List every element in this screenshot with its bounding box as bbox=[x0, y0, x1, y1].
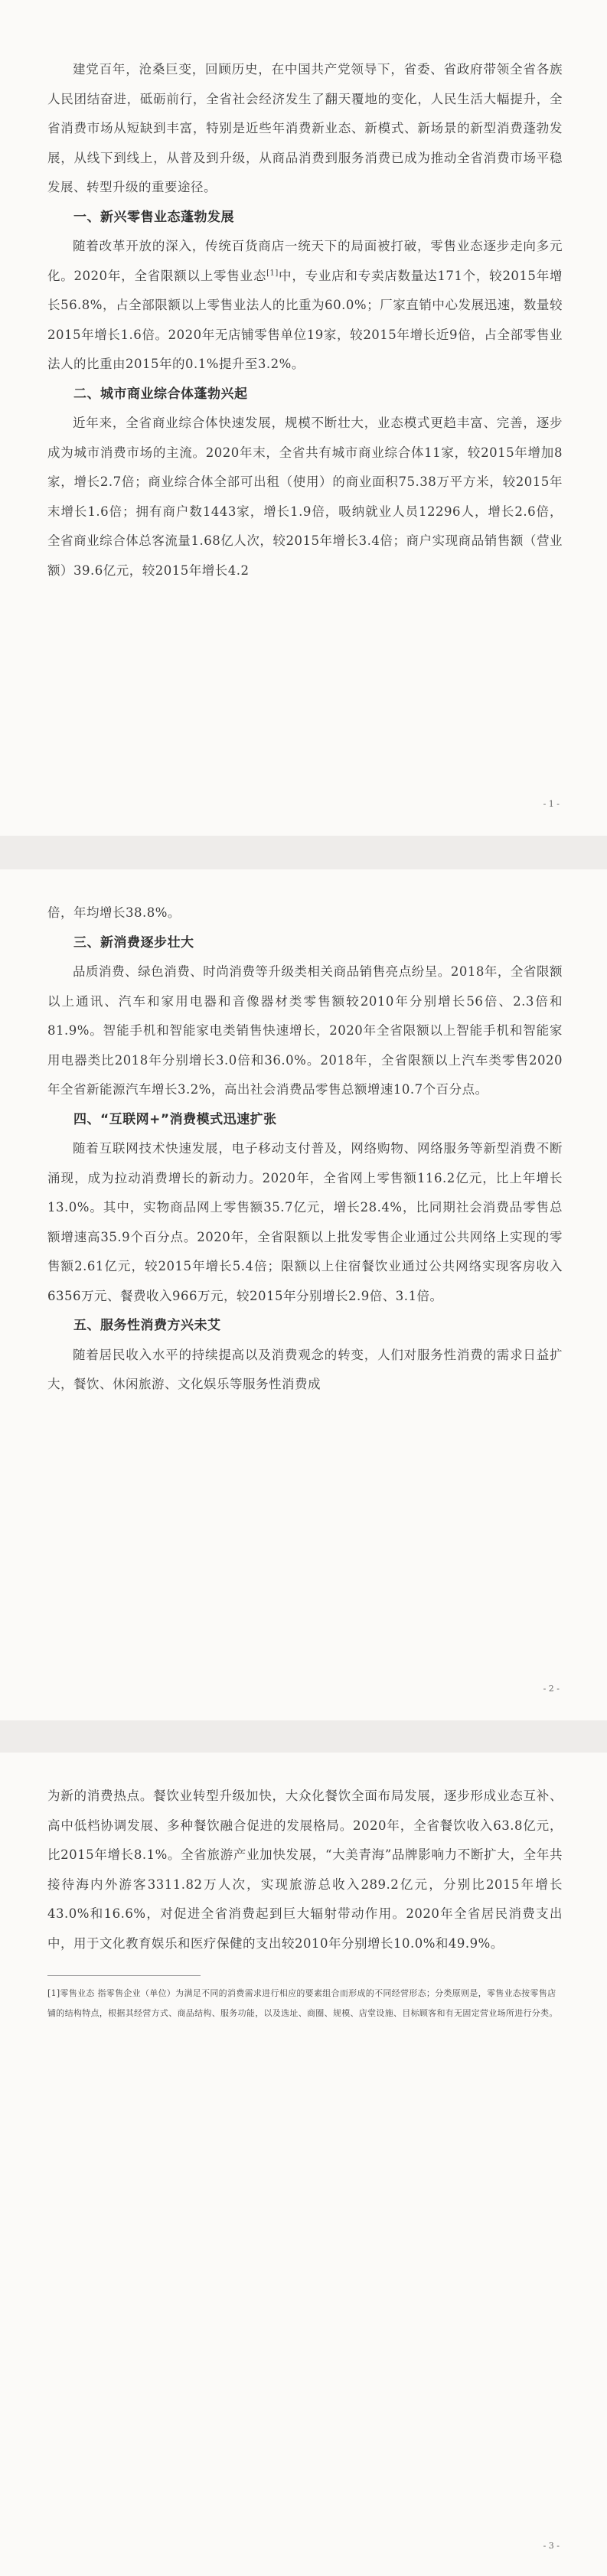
section-heading-2: 二、城市商业综合体蓬勃兴起 bbox=[73, 386, 248, 402]
section-5-paragraph-continued: 为新的消费热点。餐饮业转型升级加快，大众化餐饮全面布局发展，逐步形成业态互补、高中低档协调发展、多种餐饮融合促进的发展格局。2020年，全省餐饮收入63.8亿元，比2015年增长8.1%。全省旅游产业加快发展，“大美青海”品牌影响力不断扩大，全年共接待海内外游客3311.82万人次，实现旅游总收入289.2亿元，分别比2015年增长43.0%和16.6%，对促进全省消费起到巨大辐射带动作用。2020年全省居民消费支出中，用于文化教育娱乐和医疗保健的支出较2010年分别增长10.0%和49.9%。 bbox=[47, 1789, 563, 1951]
section-2-paragraph-continued: 倍，年均增长38.8%。 bbox=[47, 905, 181, 920]
page-1-body bbox=[47, 55, 563, 585]
section-heading-3: 三、新消费逐步壮大 bbox=[73, 934, 194, 951]
page-number: - 1 - bbox=[543, 799, 560, 809]
section-4-paragraph: 随着互联网技术快速发展，电子移动支付普及，网络购物、网络服务等新型消费不断涌现，成为拉动消费增长的新动力。2020年，全省网上零售额116.2亿元，比上年增长13.0%。其中，实物商品网上零售额35.7亿元，增长28.4%，比同期社会消费品零售总额增速高35.9个百分点。2020年，全省限额以上批发零售企业通过公共网络上实现的零售额2.61亿元，较2015年增长5.4倍；限额以上住宿餐饮业通过公共网络实现客房收入6356万元、餐费收入966万元，较2015年分别增长2.9倍、3.1倍。 bbox=[47, 1141, 563, 1303]
footnote-ref-1[interactable]: [1] bbox=[266, 269, 279, 277]
page-3-body bbox=[47, 1782, 563, 2023]
page-number: - 3 - bbox=[543, 2541, 560, 2551]
section-3-paragraph: 品质消费、绿色消费、时尚消费等升级类相关商品销售亮点纷呈。2018年，全省限额以上通讯、汽车和家用电器和音像器材类零售额较2010年分别增长56倍、2.3倍和81.9%。智能手机和智能家电类销售快速增长，2020年全省限额以上智能手机和智能家用电器类比2018年分别增长3.0倍和36.0%。2018年，全省限额以上汽车类零售2020年全省新能源汽车增长3.2%，高出社会消费品零售总额增速10.7个百分点。 bbox=[47, 964, 563, 1097]
footnote-divider bbox=[47, 1975, 201, 1976]
document-page-1 bbox=[0, 0, 607, 836]
section-5-paragraph: 随着居民收入水平的持续提高以及消费观念的转变，人们对服务性消费的需求日益扩大，餐饮、休闲旅游、文化娱乐等服务性消费成 bbox=[47, 1347, 563, 1391]
section-1-text-a: 随着改革开放的深入，传统百货商店一统天下的局面被打破，零售业态逐步走向多元化。2020年，全省限额以上零售业态 bbox=[47, 239, 563, 283]
page-number: - 2 - bbox=[543, 1684, 560, 1694]
section-2-paragraph: 近年来，全省商业综合体快速发展，规模不断壮大，业态模式更趋丰富、完善，逐步成为城市消费市场的主流。2020年末，全省共有城市商业综合体11家，较2015年增加8家，增长2.7倍；商业综合体全部可出租（使用）的商业面积75.38万平方米，较2015年末增长1.6倍；拥有商户数1443家，增长1.9倍，吸纳就业人员12296人，增长2.6倍，全省商业综合体总客流量1.68亿人次，较2015年增长3.4倍；商户实现商品销售额（营业额）39.6亿元，较2015年增长4.2 bbox=[47, 416, 563, 578]
document-page-3 bbox=[0, 1753, 607, 2576]
section-heading-1: 一、新兴零售业态蓬勃发展 bbox=[73, 209, 234, 225]
page-2-body bbox=[47, 898, 563, 1400]
footnote: [1]零售业态 指零售企业（单位）为满足不同的消费需求进行相应的要素组合而形成的不同经营形态；分类原则是，零售业态按零售店铺的结构特点，根据其经营方式、商品结构、服务功能，以及选址、商圈、规模、店堂设施、目标顾客和有无固定营业场所进行分类。 bbox=[47, 1988, 558, 2018]
section-heading-4: 四、“互联网+”消费模式迅速扩张 bbox=[73, 1111, 277, 1127]
intro-paragraph: 建党百年，沧桑巨变，回顾历史，在中国共产党领导下，省委、省政府带领全省各族人民团结奋进，砥砺前行，全省社会经济发生了翻天覆地的变化，人民生活大幅提升，全省消费市场从短缺到丰富，特别是近些年消费新业态、新模式、新场景的新型消费蓬勃发展，从线下到线上，从普及到升级，从商品消费到服务消费已成为推动全省消费市场平稳发展、转型升级的重要途径。 bbox=[47, 62, 563, 194]
section-1-text-b: 中，专业店和专卖店数量达171个，较2015年增长56.8%，占全部限额以上零售业法人的比重为60.0%；厂家直销中心发展迅速，数量较2015年增长1.6倍。2020年无店铺零售单位19家，较2015年增长近9倍，占全部零售业法人的比重由2015年的0.1%提升至3.2%。 bbox=[47, 268, 563, 371]
document-page-2 bbox=[0, 869, 607, 1720]
section-heading-5: 五、服务性消费方兴未艾 bbox=[73, 1318, 221, 1333]
section-1-paragraph bbox=[47, 232, 563, 380]
